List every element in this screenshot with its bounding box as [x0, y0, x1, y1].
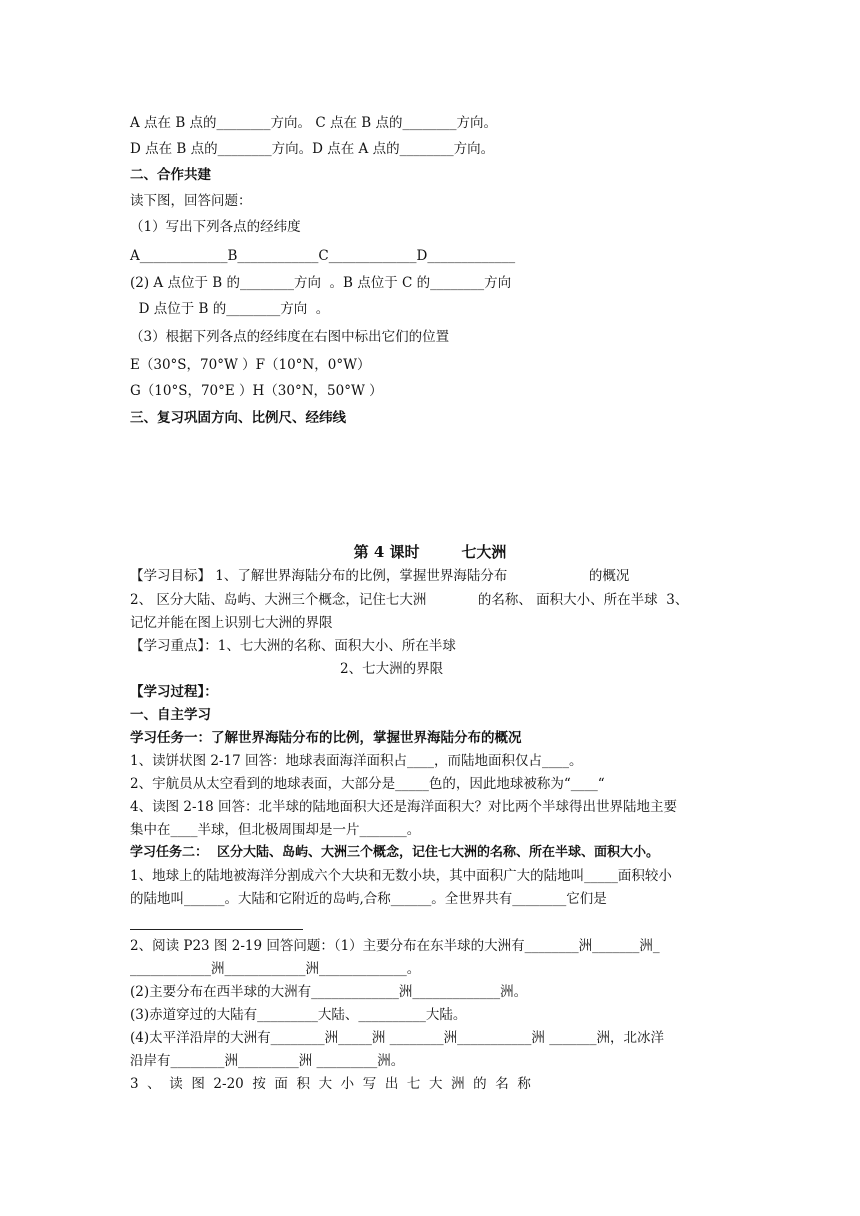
task-2-question-1-line-2: 的陆地叫______。大陆和它附近的岛屿,合称______。全世界共有________它们是	[130, 891, 607, 907]
learning-focus-line-2: 2、七大洲的界限	[340, 661, 444, 677]
learning-goals-line-2: 2、 区分大陆、岛屿、大洲三个概念，记住七大洲 的名称、 面积大小、所在半球 3、	[130, 592, 689, 608]
section-heading-self-study: 一、自主学习	[130, 707, 211, 723]
task-2-question-2-part-4-line-1: (4)太平洋沿岸的大洲有________洲_____洲 ________洲___________洲 _______洲，北冰洋	[130, 1030, 664, 1046]
task-2-question-2-line-1: 2、阅读 P23 图 2-19 回答问题：（1）主要分布在东半球的大洲有________洲_______洲_	[130, 938, 660, 954]
task-2-question-2-part-3: (3)赤道穿过的大陆有_________大陆、__________大陆。	[130, 1007, 467, 1023]
question-1-blanks: A_____________B____________C_____________D_____________	[130, 248, 516, 264]
task-1-question-2: 2、宇航员从太空看到的地球表面，大部分是_____色的，因此地球被称为“____“	[130, 776, 605, 792]
direction-question-line-2: D 点在 B 点的________方向。D 点在 A 点的________方向。	[130, 141, 495, 157]
task-1-question-1: 1、读饼状图 2-17 回答：地球表面海洋面积占____，而陆地面积仅占____。	[130, 753, 583, 769]
task-2-question-2-part-4-line-2: 沿岸有________洲_________洲 _________洲。	[130, 1053, 405, 1069]
task-1-heading: 学习任务一：了解世界海陆分布的比例，掌握世界海陆分布的概况	[130, 730, 522, 746]
section-heading-cooperation: 二、合作共建	[130, 167, 211, 183]
task-2-question-2-part-2: (2)主要分布在西半球的大洲有_____________洲_____________洲。	[130, 984, 528, 1000]
task-2-question-3: 3 、 读 图 2-20 按 面 积 大 小 写 出 七 大 洲 的 名 称	[130, 1076, 531, 1092]
task-2-heading: 学习任务二： 区分大陆、岛屿、大洲三个概念，记住七大洲的名称、所在半球、面积大小。	[130, 845, 660, 860]
task-2-question-2-line-2: ____________洲____________洲_____________。	[130, 961, 421, 977]
coordinates-line-2: G（10°S，70°E ）H（30°N，50°W ）	[130, 383, 383, 399]
task-1-question-4-line-2: 集中在____半球，但北极周围却是一片_______。	[130, 822, 421, 838]
question-3: （3）根据下列各点的经纬度在右图中标出它们的位置	[130, 329, 450, 345]
coordinates-line-1: E（30°S，70°W ）F（10°N，0°W）	[130, 357, 371, 373]
instruction-text: 读下图，回答问题：	[130, 193, 252, 209]
learning-goals-line-3: 记忆并能在图上识别七大洲的界限	[130, 615, 333, 631]
direction-question-line-1: A 点在 B 点的________方向。 C 点在 B 点的________方向。	[130, 115, 497, 131]
learning-goals-line-1: 【学习目标】 1、了解世界海陆分布的比例，掌握世界海陆分布 的概况	[130, 568, 630, 584]
answer-blank-line	[130, 929, 303, 930]
learning-focus-line-1: 【学习重点】：1、七大洲的名称、面积大小、所在半球	[130, 638, 456, 654]
question-2-line-1: (2) A 点位于 B 的________方向 。B 点位于 C 的________方向	[130, 275, 512, 291]
task-1-question-4-line-1: 4、读图 2-18 回答：北半球的陆地面积大还是海洋面积大？对比两个半球得出世界陆地主要	[130, 799, 677, 815]
section-heading-review: 三、复习巩固方向、比例尺、经纬线	[130, 410, 346, 426]
learning-process-label: 【学习过程】：	[130, 684, 218, 700]
task-2-question-1-line-1: 1、地球上的陆地被海洋分割成六个大块和无数小块，其中面积广大的陆地叫_____面积较小	[130, 868, 672, 884]
lesson-title: 第 4 课时 七大洲	[353, 543, 507, 561]
question-2-line-2: D 点位于 B 的________方向 。	[130, 301, 330, 317]
question-1: （1）写出下列各点的经纬度	[130, 219, 301, 235]
